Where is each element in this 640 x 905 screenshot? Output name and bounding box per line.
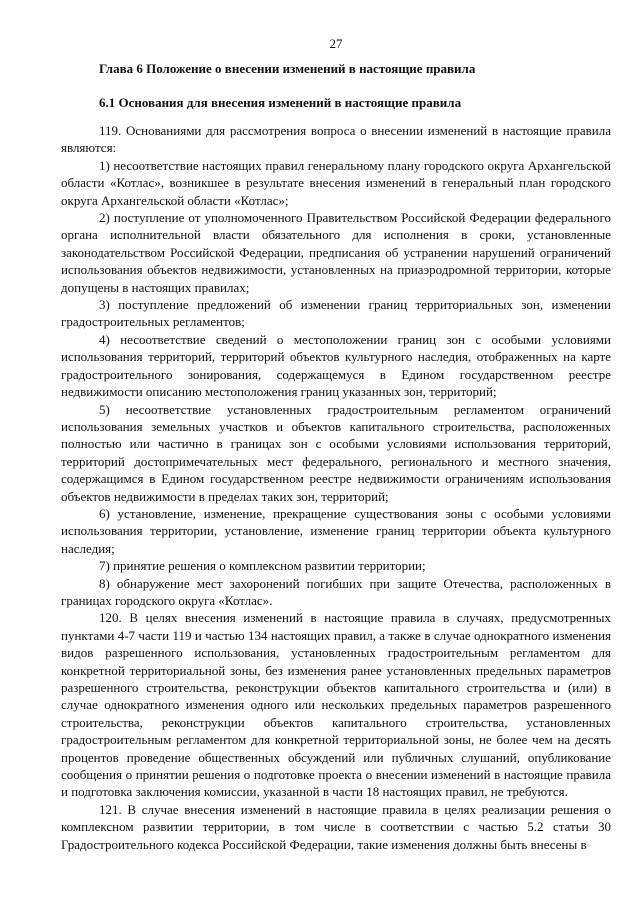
list-item-8: 8) обнаружение мест захоронений погибших при защите Отечества, расположенных в границах городского округа «Котлас».: [61, 575, 611, 608]
list-item-1: 1) несоответствие настоящих правил генеральному плану городского округа Архангельской области «Котлас», возникшее в результате внесения изменений в генеральный план городского округа Архангельской области «Котлас»;: [61, 157, 611, 208]
list-item-4: 4) несоответствие сведений о местоположении границ зон с особыми условиями использования территорий, территорий объектов культурного наследия, отображенных на карте градостроительного зонирования, содержащемуся в Едином государственном реестре недвижимости описанию местоположения границ указанных зон, территорий;: [61, 331, 611, 400]
paragraph-119: 119. Основаниями для рассмотрения вопроса о внесении изменений в настоящие правила являются:: [61, 123, 611, 156]
paragraph-121: 121. В случае внесения изменений в настоящие правила в целях реализации решения о комплексном развитии территории, в том числе в соответствии с частью 5.2 статьи 30 Градостроительного кодекса Российской Федерации, такие изменения должны быть внесены в: [61, 801, 611, 852]
list-item-7: 7) принятие решения о комплексном развитии территории;: [99, 558, 426, 574]
page-number: 27: [329, 36, 343, 51]
list-item-5: 5) несоответствие установленных градостроительным регламентом ограничений использования земельных участков и объектов капитального строительства, расположенных полностью или частично в границах зон с особыми условиями использования территорий, территорий достопримечательных мест федерального, регионального и местного значения, содержащимся в Едином государственном реестре недвижимости ограничениям использования объектов недвижимости в пределах таких зон, территорий;: [61, 401, 611, 504]
list-item-3: 3) поступление предложений об изменении границ территориальных зон, изменении градостроительных регламентов;: [61, 297, 611, 330]
section-title: 6.1 Основания для внесения изменений в настоящие правила: [99, 95, 462, 110]
chapter-title: Глава 6 Положение о внесении изменений в настоящие правила: [99, 61, 476, 76]
body-text: [61, 122, 611, 853]
paragraph-120: 120. В целях внесения изменений в настоящие правила в случаях, предусмотренных пунктами 4-7 части 119 и частью 134 настоящих правил, а также в случае однократного изменения видов разрешенного использования, установленных градостроительным регламентом для конкретной территориальной зоны, без изменения ранее установленных предельных параметров разрешенного строительства, реконструкции объектов капитального строительства и (или) в случае однократного изменения одного или нескольких предельных параметров разрешенного строительства, реконструкции объектов капитального строительства, установленных градостроительным регламентом для конкретной территориальной зоны, не более чем на десять процентов проведение общественных обсуждений или публичных слушаний, опубликование сообщения о принятии решения о подготовке проекта о внесении изменений в настоящие правила и подготовка заключения комиссии, указанной в части 18 настоящих правил, не требуются.: [61, 610, 611, 800]
list-item-2: 2) поступление от уполномоченного Правительством Российской Федерации федерального органа исполнительной власти обязательного для исполнения в сроки, установленные законодательством Российской Федерации, предписания об устранении нарушений ограничений использования объектов недвижимости, установленных на приаэродромной территории, которые допущены в настоящих правилах;: [61, 210, 611, 295]
list-item-6: 6) установление, изменение, прекращение существования зоны с особыми условиями использования территории, установление, изменение границ территории объекта культурного наследия;: [61, 505, 611, 556]
